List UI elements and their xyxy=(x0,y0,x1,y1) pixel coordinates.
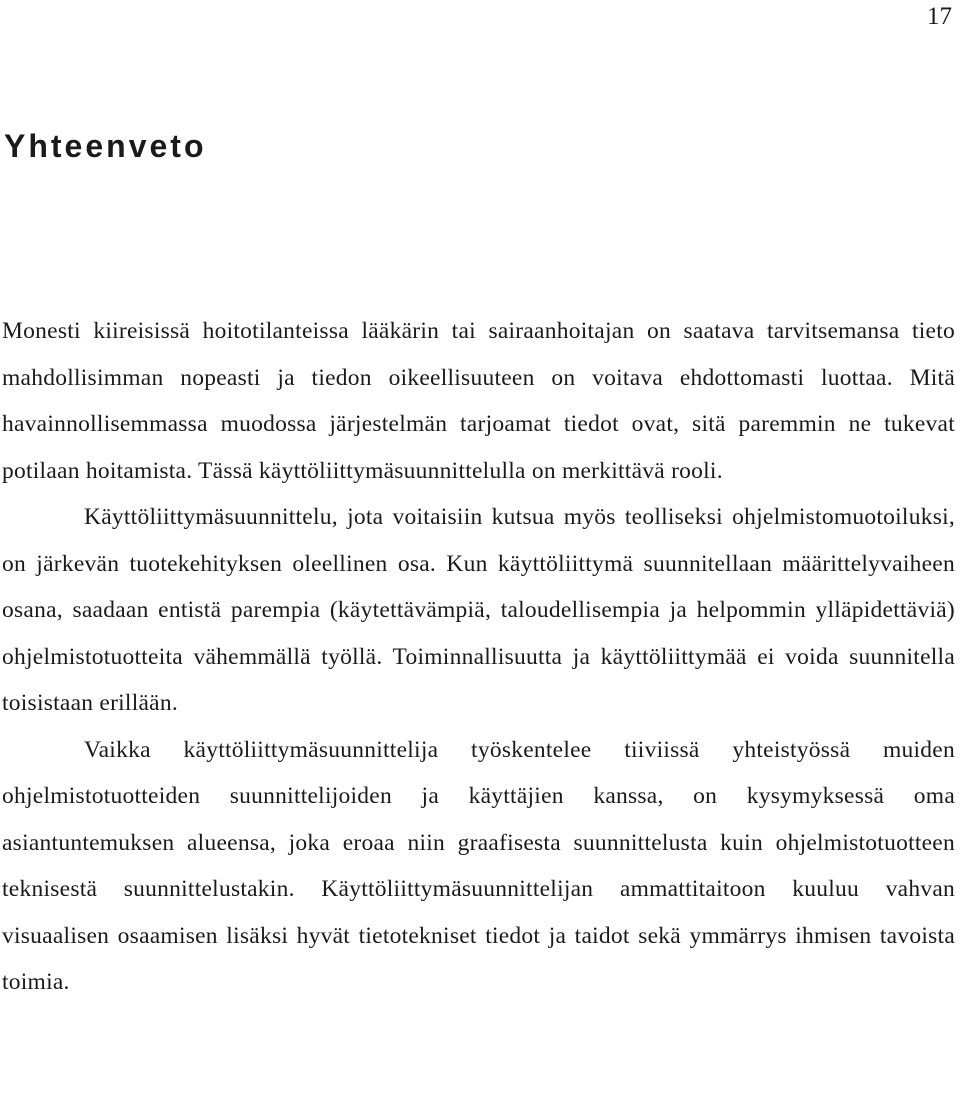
paragraph-designer-role: Vaikka käyttöliittymäsuunnittelija työskentelee tiiviissä yhteistyössä muiden ohjelmistotuotteiden suunnittelijoiden ja käyttäjien kanssa, on kysymyksessä oma asiantuntemuksen alueensa, joka eroaa niin graafisesta suunnittelusta kuin ohjelmistotuotteen teknisestä suunnittelustakin. Käyttöliittymäsuunnittelijan ammattitaitoon kuuluu vahvan visuaalisen osaamisen lisäksi hyvät tietotekniset tiedot ja taidot sekä ymmärrys ihmisen tavoista toimia. xyxy=(2,736,955,995)
section-heading: Yhteenveto xyxy=(4,128,207,164)
paragraph-intro: Monesti kiireisissä hoitotilanteissa lääkärin tai sairaanhoitajan on saatava tarvitsemansa tieto mahdollisimman nopeasti ja tiedon oikeellisuuteen on voitava ehdottomasti luottaa. Mitä havainnollisemmassa muodossa järjestelmän tarjoamat tiedot ovat, sitä paremmin ne tukevat potilaan hoitamista. Tässä käyttöliittymäsuunnittelulla on merkittävä rooli. xyxy=(2,318,955,484)
page-number: 17 xyxy=(927,3,952,30)
paragraph-ui-design: Käyttöliittymäsuunnittelu, jota voitaisiin kutsua myös teolliseksi ohjelmistomuotoiluksi, on järkevän tuotekehityksen oleellinen osa. Kun käyttöliittymä suunnitellaan määrittelyvaiheen osana, saadaan entistä parempia (käytettävämpiä, taloudellisempia ja helpommin ylläpidettäviä) ohjelmistotuotteita vähemmällä työllä. Toiminnallisuutta ja käyttöliittymää ei voida suunnitella toisistaan erillään. xyxy=(2,504,955,716)
body-text xyxy=(2,308,955,1006)
